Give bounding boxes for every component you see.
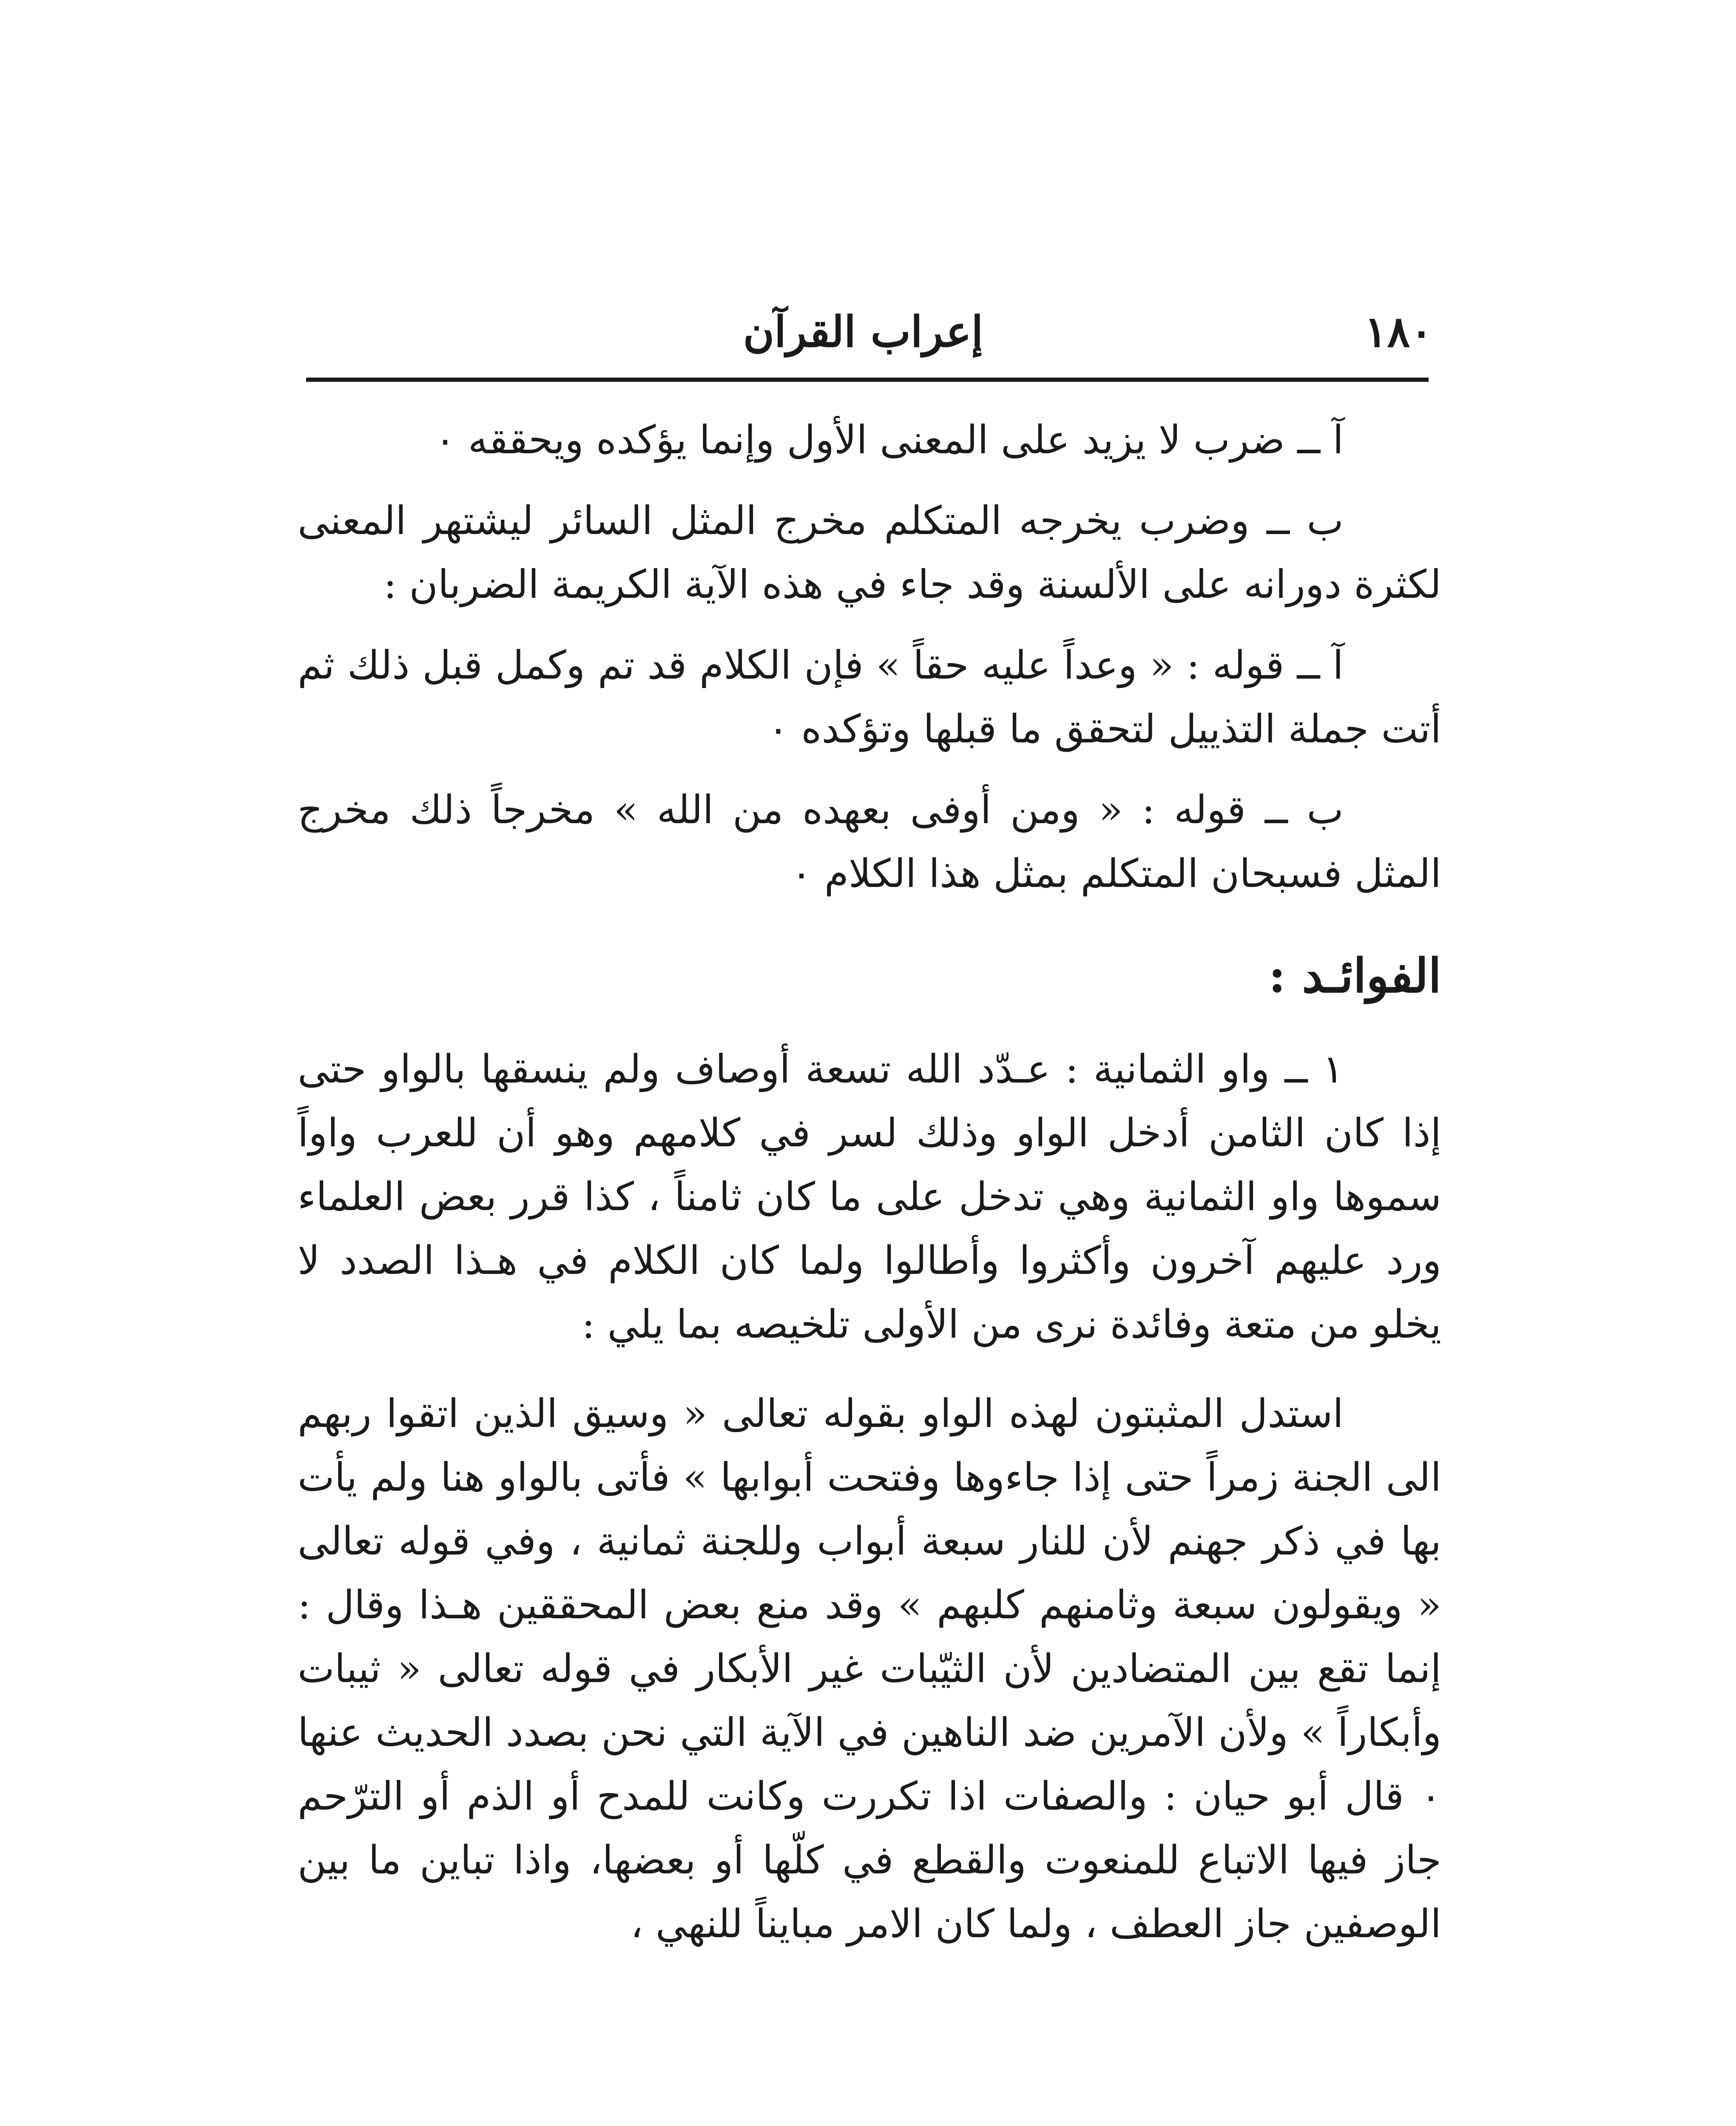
paragraph-waw-thamaniya: ١ ــ واو الثمانية : عـدّد الله تسعة أوصاف ولم ينسقها بالواو حتى إذا كان الثامن أدخل الواو وذلك لسر في كلامهم وهو أن للعرب واواً سموها واو الثمانية وهي تدخل على ما كان ثامناً ، كذا قرر بعض العلماء ورد عليهم آخرون وأكثروا وأطالوا ولما كان الكلام في هـذا الصدد لا يخلو من متعة وفائدة نرى من الأولى تلخيصه بما يلي : xyxy=(298,1046,1441,1347)
paragraph-b1: ب ــ وضرب يخرجه المتكلم مخرج المثل السائر ليشتهر المعنى لكثرة دورانه على الألسنة وقد جاء في هذه الآية الكريمة الضربان : xyxy=(298,498,1441,607)
page-body xyxy=(298,408,1441,1956)
section-heading: الفوائـد : xyxy=(1268,948,1441,1003)
paragraph-evidence: استدل المثبتون لهذه الواو بقوله تعالى « وسيق الذين اتقوا ربهم الى الجنة زمراً حتى إذا جاءوها وفتحت أبوابها » فأتى بالواو هنا ولم يأت بها في ذكر جهنم لأن للنار سبعة أبواب وللجنة ثمانية ، وفي قوله تعالى « ويقولون سبعة وثامنهم كلبهم » وقد منع بعض المحققين هـذا وقال : إنما تقع بين المتضادين لأن الثيّبات غير الأبكار في قوله تعالى « ثيبات وأبكاراً » ولأن الآمرين ضد الناهين في الآية التي نحن بصدد الحديث عنها ٠ قال أبو حيان : والصفات اذا تكررت وكانت للمدح أو الذم أو الترّحم جاز فيها الاتباع للمنعوت والقطع في كلّها أو بعضها، واذا تباين ما بين الوصفين جاز العطف ، ولما كان الامر مبايناً للنهي ، xyxy=(298,1391,1441,1947)
header-rule xyxy=(306,378,1429,382)
paragraph-b2: ب ــ قوله : « ومن أوفى بعهده من الله » مخرجاً ذلك مخرج المثل فسبحان المتكلم بمثل هذا الكلام ٠ xyxy=(298,787,1441,896)
paragraph-a2: آ ــ قوله : « وعداً عليه حقاً » فإن الكلام قد تم وكمل قبل ذلك ثم أتت جملة التذييل لتحقق ما قبلها وتؤكده ٠ xyxy=(298,642,1441,752)
paragraph-a1: آ ــ ضرب لا يزيد على المعنى الأول وإنما يؤكده ويحققه ٠ xyxy=(435,417,1344,463)
page-header xyxy=(293,298,1433,378)
running-title: إعراب القرآن xyxy=(743,307,983,357)
page-number: ١٨٠ xyxy=(1364,307,1433,357)
